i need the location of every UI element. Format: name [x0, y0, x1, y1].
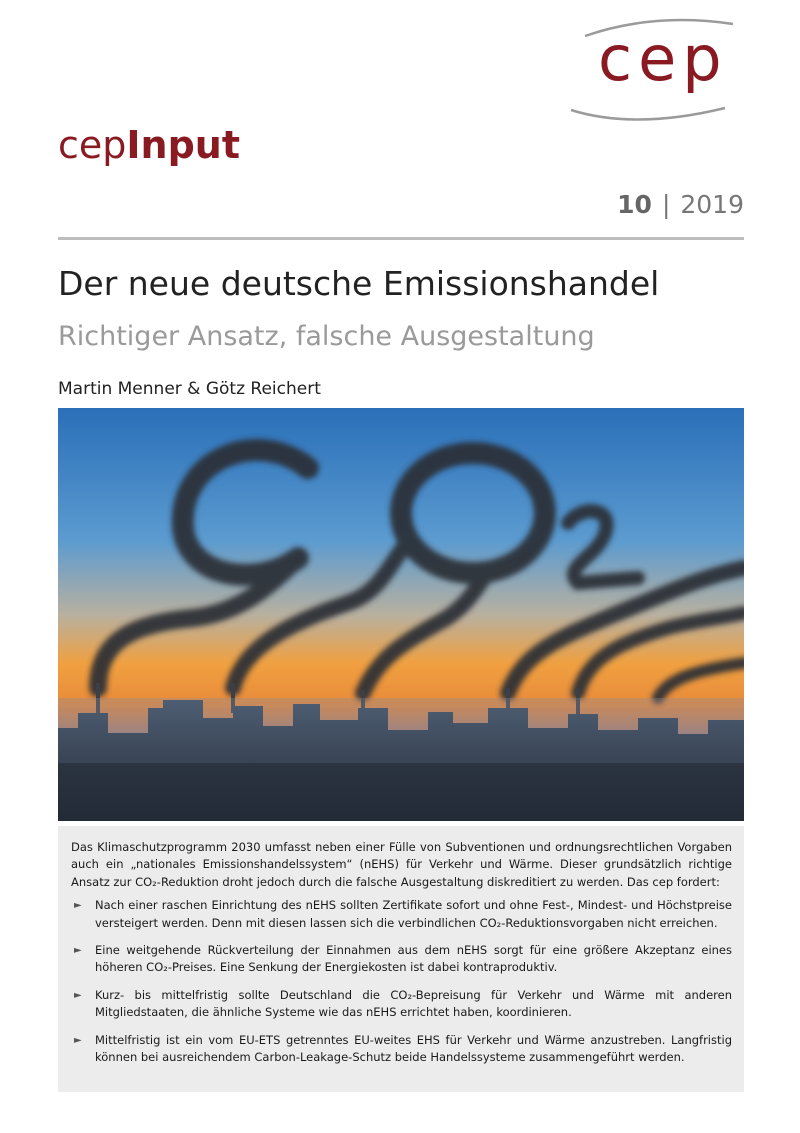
issue-year: 2019: [680, 190, 744, 219]
list-item-text: Nach einer raschen Einrichtung des nEHS sollten Zertifikate sofort und ohne Fest-, Mindest- und Höchstpreise versteigert werden. Denn mit diesen lassen sich die verbindlichen CO₂-Reduktionsvorgaben nicht erreichen.: [95, 898, 732, 930]
authors: Martin Menner & Götz Reichert: [58, 379, 321, 399]
issue-num: 10: [617, 190, 652, 219]
summary-box: [58, 826, 744, 1092]
page-subtitle: Richtiger Ansatz, falsche Ausgestaltung: [58, 321, 595, 352]
list-item-text: Eine weitgehende Rückverteilung der Einnahmen aus dem nEHS sorgt für eine größere Akzeptanz eines höheren CO₂-Preises. Eine Senkung der Energiekosten ist dabei kontraproduktiv.: [95, 943, 732, 975]
bullet-arrow-icon: ►: [74, 1034, 82, 1046]
list-item: [71, 942, 732, 977]
series-bold: Input: [126, 123, 241, 167]
bullet-arrow-icon: ►: [74, 945, 82, 957]
series-prefix: cep: [58, 123, 127, 167]
list-item-text: Mittelfristig ist ein vom EU-ETS getrenntes EU-weites EHS für Verkehr und Wärme anzustreben. Langfristig können bei ausreichendem Carbon-Leakage-Schutz beide Handelssysteme zusammengeführt werden.: [95, 1032, 732, 1065]
list-item: [71, 1032, 732, 1067]
header-divider: [58, 237, 744, 240]
cover-photo: [58, 408, 744, 821]
issue-separator: |: [661, 190, 671, 219]
bullet-arrow-icon: ►: [74, 900, 82, 912]
series-name: [58, 123, 241, 167]
summary-intro: Das Klimaschutzprogramm 2030 umfasst neben einer Fülle von Subventionen und ordnungsrechtlichen Vorgaben auch ein „nationales Emissionshandelssystem“ (nEHS) für Verkehr und Wärme. Dieser grundsätzlich richtige Ansatz zur CO₂-Reduktion droht jedoch durch die falsche Ausgestaltung diskreditiert zu werden. Das cep fordert:: [71, 840, 732, 889]
page-title: Der neue deutsche Emissionshandel: [58, 264, 660, 303]
issue-number: [617, 192, 744, 217]
cep-logo-text: cep: [598, 22, 728, 95]
list-item-text: Kurz- bis mittelfristig sollte Deutschland die CO₂-Bepreisung für Verkehr und Wärme mit anderen Mitgliedstaaten, die ähnliche Systeme wie das nEHS errichtet haben, koordinieren.: [95, 987, 732, 1020]
list-item: [71, 897, 732, 932]
bullet-arrow-icon: ►: [74, 989, 82, 1001]
demands-list: [71, 897, 732, 1066]
list-item: [71, 987, 732, 1022]
